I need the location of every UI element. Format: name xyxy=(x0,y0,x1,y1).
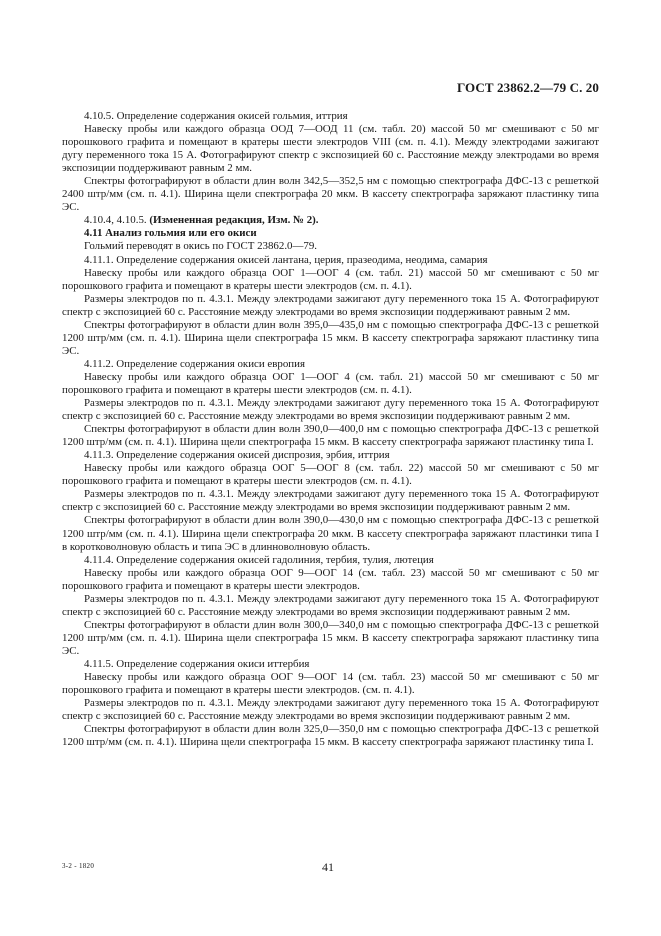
page-number: 41 xyxy=(322,860,334,874)
paragraph: Навеску пробы или каждого образца ООГ 9—ООГ 14 (см. табл. 23) массой 50 мг смешивают с 50 мг порошкового графита и помещают в кратеры шести электродов. xyxy=(62,566,599,592)
subsection-title: 4.11.4. Определение содержания окисей гадолиния, тербия, тулия, лютеция xyxy=(84,553,434,566)
paragraph: Размеры электродов по п. 4.3.1. Между электродами зажигают дугу переменного тока 15 А. Фотографируют спектр с экспозицией 60 с. Расстояние между электродами во время экспозиции поддерживают равным 2 мм. xyxy=(62,697,599,723)
paragraph: Навеску пробы или каждого образца ООГ 9—ООГ 14 (см. табл. 23) массой 50 мг смешивают с 50 мг порошкового графита и помещают в кратеры шести электродов. (см. п. 4.1). xyxy=(62,671,599,697)
edition-note-bold: (Измененная редакция, Изм. № 2). xyxy=(149,214,319,227)
subsection-title: 4.11.3. Определение содержания окисей диспрозия, эрбия, иттрия xyxy=(84,449,390,462)
paragraph: Навеску пробы или каждого образца ООГ 5—ООГ 8 (см. табл. 22) массой 50 мг смешивают с 50 мг порошкового графита и помещают в кратеры шести электродов (см. п. 4.1). xyxy=(62,462,599,488)
document-body xyxy=(62,110,599,749)
paragraph: Размеры электродов по п. 4.3.1. Между электродами зажигают дугу переменного тока 15 А. Фотографируют спектр с экспозицией 60 с. Расстояние между электродами во время экспозиции поддерживают равным 2 мм. xyxy=(62,292,599,318)
paragraph: Размеры электродов по п. 4.3.1. Между электродами зажигают дугу переменного тока 15 А. Фотографируют спектр с экспозицией 60 с. Расстояние между электродами во время экспозиции поддерживают равным 2 мм. xyxy=(62,488,599,514)
print-code: 3-2 - 1820 xyxy=(62,862,95,870)
paragraph: Размеры электродов по п. 4.3.1. Между электродами зажигают дугу переменного тока 15 А. Фотографируют спектр с экспозицией 60 с. Расстояние между электродами во время экспозиции поддерживают равным 2 мм. xyxy=(62,592,599,618)
paragraph: Навеску пробы или каждого образца ООГ 1—ООГ 4 (см. табл. 21) массой 50 мг смешивают с 50 мг порошкового графита и помещают в кратеры шести электродов (см. п. 4.1). xyxy=(62,266,599,292)
paragraph: Гольмий переводят в окись по ГОСТ 23862.0—79. xyxy=(84,240,317,253)
paragraph: Навеску пробы или каждого образца ООД 7—ООД 11 (см. табл. 20) массой 50 мг смешивают с 50 мг порошкового графита и помещают в кратеры шести электродов VIII (см. п. 4.1). Между электродами зажигают дугу переменного тока 15 А. Фотографируют спектр с экспозицией 60 с. Расстояние между электродами во время экспозиции поддерживают равным 2 мм. xyxy=(62,123,599,175)
section-heading: 4.11 Анализ гольмия или его окиси xyxy=(84,227,257,240)
subsection-title: 4.11.1. Определение содержания окисей лантана, церия, празеодима, неодима, самария xyxy=(84,253,488,266)
edition-note xyxy=(62,214,599,227)
paragraph: Спектры фотографируют в области длин волн 390,0—430,0 нм с помощью спектрографа ДФС-13 с решеткой 1200 штр/мм (см. п. 4.1). Ширина щели спектрографа 20 мкм. В кассету спектрографа заряжают пластинки типа I в коротковолновую область и типа ЭС в длинноволновую область. xyxy=(62,514,599,553)
running-header: ГОСТ 23862.2—79 С. 20 xyxy=(456,80,599,95)
subsection-title: 4.10.5. Определение содержания окисей гольмия, иттрия xyxy=(84,110,348,122)
paragraph: Спектры фотографируют в области длин волн 395,0—435,0 нм с помощью спектрографа ДФС-13 с решеткой 1200 штр/мм (см. п. 4.1). Ширина щели спектрографа 15 мкм. В кассету спектрографа заряжают пластинку типа ЭС. xyxy=(62,318,599,357)
paragraph: Спектры фотографируют в области длин волн 342,5—352,5 нм с помощью спектрографа ДФС-13 с решеткой 2400 штр/мм (см. п. 4.1). Ширина щели спектрографа 20 мкм. В кассету спектрографа заряжают пластинку типа ЭС. xyxy=(62,175,599,214)
paragraph: Навеску пробы или каждого образца ООГ 1—ООГ 4 (см. табл. 21) массой 50 мг смешивают с 50 мг порошкового графита и помещают в кратеры шести электродов (см. п. 4.1). xyxy=(62,370,599,396)
subsection-title: 4.11.2. Определение содержания окиси европия xyxy=(84,357,305,370)
paragraph: Размеры электродов по п. 4.3.1. Между электродами зажигают дугу переменного тока 15 А. Фотографируют спектр с экспозицией 60 с. Расстояние между электродами во время экспозиции поддерживают равным 2 мм. xyxy=(62,397,599,423)
subsection-title: 4.11.5. Определение содержания окиси иттербия xyxy=(84,657,310,670)
paragraph: Спектры фотографируют в области длин волн 300,0—340,0 нм с помощью спектрографа ДФС-13 с решеткой 1200 штр/мм (см. п. 4.1). Ширина щели спектрографа 15 мкм. В кассету спектрографа заряжают пластинку типа ЭС. xyxy=(62,618,599,657)
paragraph: Спектры фотографируют в области длин волн 325,0—350,0 нм с помощью спектрографа ДФС-13 с решеткой 1200 штр/мм (см. п. 4.1). Ширина щели спектрографа 15 мкм. В кассету спектрографа заряжают пластинку типа I. xyxy=(62,723,599,749)
edition-note-prefix: 4.10.4, 4.10.5. xyxy=(84,214,150,227)
paragraph: Спектры фотографируют в области длин волн 390,0—400,0 нм с помощью спектрографа ДФС-13 с решеткой 1200 штр/мм (см. п. 4.1). Ширина щели спектрографа 15 мкм. В кассету спектрографа заряжают пластинку типа I. xyxy=(62,423,599,449)
